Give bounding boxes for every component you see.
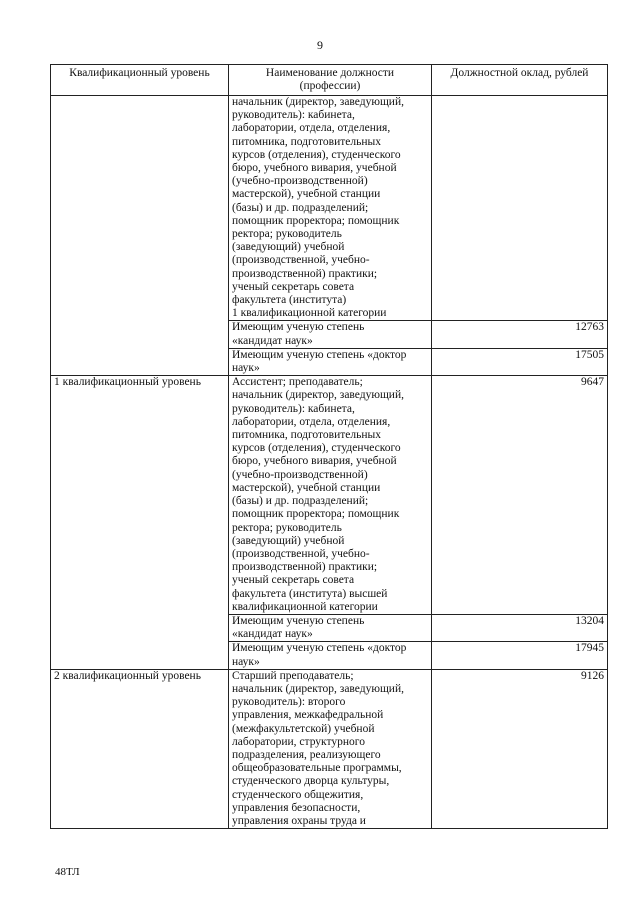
table-row <box>51 376 608 615</box>
salary-cell <box>432 96 608 321</box>
salary-cell: 9126 <box>432 669 608 828</box>
salary-cell: 17945 <box>432 642 608 669</box>
header-salary: Должностной оклад, рублей <box>432 65 608 96</box>
position-cell: начальник (директор, заведующий, руководитель): кабинета, лаборатории, отдела, отделения, питомника, подготовительных курсов (отделения), студенческого бюро, учебного вивария, учебной (учебно-производственной) мастерской), учебной станции (базы) и др. подразделений; помощник проректора; помощник ректора; руководитель (заведующий) учебной (производственной, учебно- производственной) практики; ученый секретарь совета факультета (института) 1 квалификационной категории <box>229 96 432 321</box>
page-number: 9 <box>317 38 323 52</box>
position-cell: Старший преподаватель; начальник (директор, заведующий, руководитель): второго управления, межкафедральной (межфакультетской) учебной лаборатории, структурного подразделения, реализующего общеобразовательные программы, студенческого дворца культуры, студенческого общежития, управления безопасности, управления охраны труда и <box>229 669 432 828</box>
position-cell: Имеющим ученую степень «кандидат наук» <box>229 321 432 348</box>
salary-cell: 9647 <box>432 376 608 615</box>
qualification-level-cell: 1 квалификационный уровень <box>51 376 229 669</box>
salary-cell: 13204 <box>432 614 608 641</box>
header-position-name: Наименование должности (профессии) <box>229 65 432 96</box>
position-cell: Ассистент; преподаватель; начальник (директор, заведующий, руководитель): кабинета, лаборатории, отдела, отделения, питомника, подготовительных курсов (отделения), студенческого бюро, учебного вивария, учебной (учебно-производственной) мастерской), учебной станции (базы) и др. подразделений; помощник проректора; помощник ректора; руководитель (заведующий) учебной (производственной, учебно- производственной) практики; ученый секретарь совета факультета (института) высшей квалификационной категории <box>229 376 432 615</box>
table-row <box>51 96 608 321</box>
position-cell: Имеющим ученую степень «доктор наук» <box>229 348 432 375</box>
salary-cell: 17505 <box>432 348 608 375</box>
position-cell: Имеющим ученую степень «доктор наук» <box>229 642 432 669</box>
salary-table <box>50 64 608 829</box>
qualification-level-cell: 2 квалификационный уровень <box>51 669 229 828</box>
header-qualification-level: Квалификационный уровень <box>51 65 229 96</box>
table-header-row <box>51 65 608 96</box>
qualification-level-cell <box>51 96 229 376</box>
position-cell: Имеющим ученую степень «кандидат наук» <box>229 614 432 641</box>
salary-cell: 12763 <box>432 321 608 348</box>
table-row <box>51 669 608 828</box>
document-code: 48ТЛ <box>55 866 80 878</box>
